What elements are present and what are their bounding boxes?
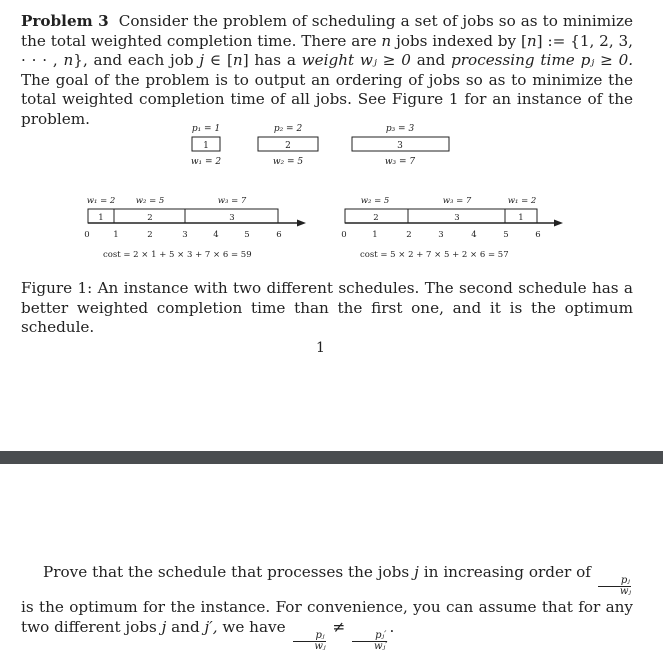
ratio-fraction-jprime: $\frac{\text{pⱼ′}}{\text{wⱼ′}}$ bbox=[352, 631, 387, 652]
s1-weight-3: w₃ = 7 bbox=[217, 196, 247, 206]
s2-tick-1: 1 bbox=[372, 230, 378, 240]
job-3-p-label: p₃ = 3 bbox=[385, 124, 415, 134]
s1-tick-5: 5 bbox=[244, 230, 250, 240]
s2-weight-3: w₁ = 2 bbox=[507, 196, 537, 206]
s1-timeline-arrow bbox=[297, 220, 306, 227]
job-3-box-label: 3 bbox=[397, 141, 403, 151]
page-number: 1 bbox=[316, 340, 325, 356]
s2-weight-1: w₂ = 5 bbox=[360, 196, 390, 206]
job-3-w-label: w₃ = 7 bbox=[384, 157, 416, 167]
job-2-def bbox=[258, 124, 318, 167]
s1-box-1-label: 1 bbox=[98, 213, 104, 223]
s1-tick-4: 4 bbox=[213, 230, 219, 240]
job-2-p-label: p₂ = 2 bbox=[273, 124, 303, 134]
s1-box-2-label: 2 bbox=[147, 213, 153, 223]
s2-tick-2: 2 bbox=[406, 230, 412, 240]
s2-timeline-arrow bbox=[554, 220, 563, 227]
s2-box-2-label: 3 bbox=[454, 213, 460, 223]
job-2-box-label: 2 bbox=[285, 141, 291, 151]
s2-box-3-label: 1 bbox=[518, 213, 524, 223]
s2-cost: cost = 5 × 2 + 7 × 5 + 2 × 6 = 57 bbox=[360, 250, 509, 260]
s1-tick-1: 1 bbox=[113, 230, 119, 240]
problem-label: Problem 3 bbox=[21, 12, 109, 30]
problem-statement: Problem 3 Consider the problem of scheduling a set of jobs so as to minimize the total weighted completion time. There are n jobs indexed by [n] := {1, 2, 3, · · · , n}, and each job j ∈ [n] has a weight wⱼ ≥ 0 and processing time pⱼ ≥ 0. The goal of the problem is to output an ordering of jobs so as to minimize the total weighted completion time of all jobs. See Figure 1 for an instance of the problem. bbox=[21, 12, 634, 128]
s1-weight-2: w₂ = 5 bbox=[135, 196, 165, 206]
s2-tick-6: 6 bbox=[535, 230, 541, 240]
job-3-def bbox=[352, 124, 449, 167]
s1-cost: cost = 2 × 1 + 5 × 3 + 7 × 6 = 59 bbox=[103, 250, 252, 260]
schedule-2 bbox=[341, 196, 563, 260]
s1-weight-1: w₁ = 2 bbox=[86, 196, 116, 206]
s2-tick-4: 4 bbox=[471, 230, 477, 240]
job-1-p-label: p₁ = 1 bbox=[191, 124, 221, 134]
s2-box-1-label: 2 bbox=[373, 213, 379, 223]
s2-tick-0: 0 bbox=[341, 230, 347, 240]
prove-statement: Prove that the schedule that processes the jobs j in increasing order of $\frac{\text{pⱼ}}{\text{wⱼ}}$ is the optimum for the instance. For convenience, you can assume that for any two different jobs j and j′, we have $\frac{\text{pⱼ}}{\text{wⱼ}}$ ≠ $\frac{\text{pⱼ′}}{\text{wⱼ′}}$ . bbox=[21, 563, 633, 652]
figure-1 bbox=[0, 0, 663, 270]
s2-weight-2: w₃ = 7 bbox=[442, 196, 472, 206]
page-divider bbox=[0, 451, 663, 464]
s2-tick-3: 3 bbox=[438, 230, 444, 240]
job-1-def bbox=[191, 124, 222, 167]
job-2-w-label: w₂ = 5 bbox=[272, 157, 304, 167]
s1-tick-0: 0 bbox=[84, 230, 90, 240]
s1-tick-6: 6 bbox=[276, 230, 282, 240]
job-1-box-label: 1 bbox=[203, 141, 209, 151]
schedule-1 bbox=[84, 196, 306, 260]
ratio-fraction: $\frac{\text{pⱼ}}{\text{wⱼ}}$ bbox=[598, 576, 631, 597]
ratio-fraction-j: $\frac{\text{pⱼ}}{\text{wⱼ}}$ bbox=[292, 631, 325, 652]
figure-caption: Figure 1: An instance with two different schedules. The second schedule has a better weighted completion time than the first one, and it is the optimum schedule. bbox=[21, 279, 633, 337]
job-1-w-label: w₁ = 2 bbox=[190, 157, 222, 167]
s1-tick-2: 2 bbox=[147, 230, 153, 240]
s1-tick-3: 3 bbox=[182, 230, 188, 240]
s2-tick-5: 5 bbox=[503, 230, 509, 240]
s1-box-3-label: 3 bbox=[229, 213, 235, 223]
